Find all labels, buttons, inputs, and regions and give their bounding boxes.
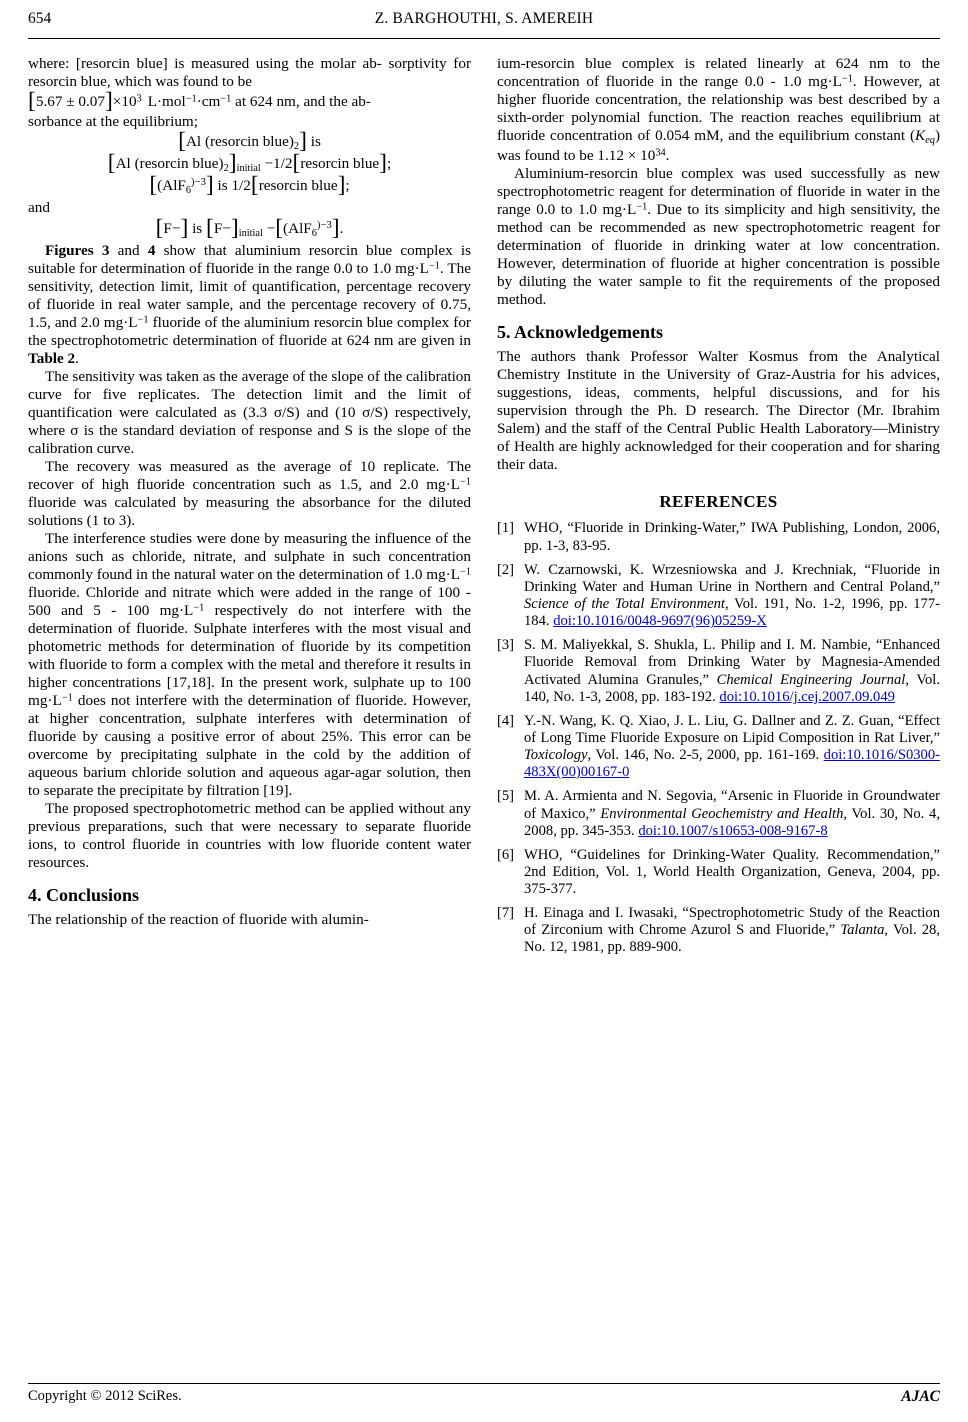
reference-item (497, 520, 940, 554)
superscript: −1 (841, 73, 853, 85)
equation-run: (AlF (157, 177, 186, 195)
reference-number: [1] (497, 520, 515, 537)
figure-reference: 4 (147, 241, 156, 259)
equation-run: Al (resorcin blue) (185, 133, 294, 151)
text-run: where: [resorcin blue] is measured using the molar ab- (28, 55, 382, 72)
text-run: fluoride of the aluminium resorcin blue complex for the spectrophotometric determination of fluoride at 624 nm are given in (28, 313, 471, 349)
formula-tail: at 624 nm, and the ab- (231, 93, 371, 111)
equation-run: ; (345, 177, 350, 195)
reference-text (524, 637, 940, 706)
equation-1: [Al (resorcin $blue)_2$] is (178, 128, 321, 155)
reference-text (524, 905, 940, 956)
superscript: −1 (460, 566, 471, 578)
reference-text (524, 788, 940, 839)
reference-journal-title: Toxicology (524, 747, 588, 764)
text-run: ) was found to be 1.12 × 10 (497, 127, 940, 165)
equation-run: F− (163, 219, 181, 237)
equation-subscript: 6 (185, 185, 192, 197)
reference-number: [3] (497, 637, 515, 654)
reference-run: , Vol. 28, No. 12, 1981, pp. 889-900. (524, 922, 940, 956)
equation-3: [(AlF$_6^{)-3}$] is 1/2[resorcin blue]; (149, 172, 350, 199)
equation-run: is 1/2 (213, 177, 251, 195)
paragraph-proposed-method: The proposed spectrophotometric method can be applied without any previous preparations, such that were necessary to separate fluoride ions, to control fluoride in countries with low fluoride content water resources. (28, 800, 471, 872)
text-run: The recovery was measured as the average of 10 replicate. The recover of high fluoride concentration such as 1.5, and 2.0 mg·L (28, 457, 471, 493)
equation-run: F− (213, 219, 231, 237)
equation-subscript: 2 (293, 140, 300, 152)
journal-abbrev: AJAC (901, 1388, 940, 1405)
superscript: −1 (61, 692, 73, 704)
reference-run: , Vol. 146, No. 2-5, 2000, pp. 161-169. (587, 747, 824, 764)
text-run: and (28, 199, 50, 217)
formula-units: L·mol (147, 93, 186, 111)
reference-text (524, 520, 940, 554)
equation-run: −1/2 (260, 155, 293, 173)
reference-item (497, 713, 940, 782)
equation-superscript: )−3 (316, 219, 332, 231)
symbol-keq-subscript: eq (925, 134, 935, 146)
equation-superscript: )−3 (191, 177, 206, 189)
text-run: sorptivity for resorcin blue, which was found to be (28, 55, 472, 91)
reference-number: [6] (497, 846, 515, 863)
paragraph-conclusions-body: The relationship of the reaction of fluoride with alumin- (28, 910, 369, 928)
formula-exponent: −1 (220, 93, 232, 105)
reference-number: [5] (497, 788, 515, 805)
equation-subscript: 6 (311, 227, 317, 239)
reference-text (524, 562, 940, 631)
equation-run: resorcin blue (258, 177, 338, 195)
paragraph-complex-used (497, 165, 940, 309)
paragraph-and (28, 199, 471, 217)
equation-run: is (188, 219, 207, 237)
superscript: −1 (137, 314, 149, 326)
page-footer (28, 1383, 940, 1406)
equation-run: (AlF (283, 219, 312, 237)
text-run: fluoride. Chloride and nitrate which were added in the range of 100 - 500 and 5 - 100 mg·L (28, 583, 471, 619)
reference-run: H. Einaga and I. Iwasaki, “Spectrophotometric Study of the Reaction of Zirconium with Chrome Azurol S and Fluoride,” (524, 905, 940, 939)
copyright-text: Copyright © 2012 SciRes. (28, 1388, 182, 1404)
left-column (28, 55, 471, 964)
text-run: . (75, 349, 79, 367)
reference-run: S. M. Maliyekkal, S. Shukla, L. Philip and I. M. Nambie, “Enhanced Fluoride Removal from Drinking Water by Magnesia-Amended Activated Alumina Granules,” (524, 637, 940, 688)
reference-run: , Vol. 140, No. 1-3, 2008, pp. 183-192. (524, 671, 940, 705)
equation-subscript: 2 (223, 163, 229, 175)
reference-item (497, 637, 940, 706)
equation-run: Al (resorcin blue) (115, 155, 224, 173)
running-head (28, 8, 940, 39)
text-run: . However, at higher fluoride concentration, the relationship was best described by a sixth-order polynomial function. The reaction reaches equilibrium at fluoride concentration of 0.054 mM, and the equilibrium constant ( (497, 73, 940, 145)
equation-run: ; (387, 155, 392, 173)
doi-link[interactable]: doi:10.1016/0048-9697(96)05259-X (553, 613, 767, 630)
document-page (0, 8, 968, 1422)
equation-run: is (306, 133, 321, 151)
equation-subscript: initial (238, 227, 263, 239)
running-head-authors: Z. BARGHOUTHI, S. AMEREIH (374, 10, 594, 27)
figure-reference: Figures 3 (45, 241, 110, 259)
reference-run: , Vol. 191, No. 1-2, 1996, pp. 177-184. (524, 595, 940, 630)
reference-item (497, 847, 940, 898)
reference-item (497, 905, 940, 956)
heading-conclusions: 4. Conclusions (28, 885, 140, 906)
text-run: sorbance at the equilibrium; (28, 113, 198, 131)
formula-units: ·cm (196, 93, 221, 111)
reference-text (524, 847, 940, 898)
reference-run: WHO, “Guidelines for Drinking-Water Quality. Recommendation,” 2nd Edition, Vol. 1, World Health Organization, Geneva, 2004, pp. 375-377. (524, 846, 940, 898)
text-run: . Due to its simplicity and high sensitivity, the method can be recommended as new spectrophotometric reagent for determination of fluoride in drinking water at low concentration. However, determination of fluoride at higher concentration is possible by diluting the water sample to fit the requirements of the proposed method. (497, 201, 940, 309)
reference-text (524, 713, 940, 782)
paragraph-sensitivity: The sensitivity was taken as the average of the slope of the calibration curve for five replicates. The detection limit and the limit of quantification were calculated as (3.3 σ/S) and (10 σ/S) respectively, where σ is the standard deviation of response and S is the slope of the calibration curve. (28, 367, 471, 457)
superscript: 34 (655, 147, 666, 159)
reference-run: M. A. Armienta and N. Segovia, “Arsenic in Fluoride in Groundwater of Maxico,” (524, 788, 940, 822)
text-run: The interference studies were done by measuring the influence of the anions such as chloride, nitrate, and sulphate in such concentration commonly found in the natural water on the determination of 1.0 mg·L (28, 529, 471, 583)
paragraph-conclusion-cont (497, 55, 940, 165)
paragraph-where (28, 55, 471, 91)
reference-journal-title: Science of the Total Environment (524, 595, 725, 612)
reference-item (497, 562, 940, 631)
text-run: show that aluminium resorcin blue complex is suitable for determination of fluoride in the range 0.0 to 1.0 mg·L (28, 241, 472, 277)
text-run: . (665, 147, 670, 165)
paragraph-recovery (28, 458, 471, 530)
equation-subscript: initial (236, 163, 261, 175)
doi-link[interactable]: doi:10.1016/j.cej.2007.09.049 (719, 688, 895, 705)
heading-references: REFERENCES (659, 492, 778, 512)
superscript: −1 (193, 602, 205, 614)
paragraph-figures (28, 242, 471, 368)
reference-number: [7] (497, 905, 515, 922)
reference-run: Y.-N. Wang, K. Q. Xiao, J. L. Liu, G. Dallner and Z. Z. Guan, “Effect of Long Time Fluoride Exposure on Lipid Composition in Rat Liver,” (524, 712, 940, 746)
equation-2: [Al (resorcin $blue)_2]_{initial}$ −1/2[resorcin blue]; (107, 150, 392, 177)
table-reference: Table 2 (28, 349, 76, 367)
reference-journal-title: Environmental Geochemistry and Health (600, 805, 844, 822)
text-run: fluoride was calculated by measuring the absorbance for the diluted solutions (1 to 3). (28, 493, 471, 529)
inline-formula-molar-absorptivity: $[5.67 \pm 0.07]\times 10^3$ $L\cdot mol^{-1}\cdot cm^{-1}$ at 624 nm, and the ab- (28, 88, 371, 115)
heading-acknowledgements: 5. Acknowledgements (497, 322, 663, 343)
paragraph-absorbance (28, 113, 471, 131)
page-number: 654 (28, 10, 52, 27)
reference-list (497, 520, 940, 956)
text-run: . The sensitivity, detection limit, limit of quantification, percentage recovery of fluoride in real water sample, and the percentage recovery of 0.75, 1.5, and 2.0 mg·L (28, 259, 472, 331)
paragraph-interference (28, 530, 471, 800)
reference-number: [2] (497, 561, 515, 578)
reference-journal-title: Chemical Engineering Journal (716, 671, 906, 688)
equation-run: resorcin blue (300, 155, 380, 173)
doi-link[interactable]: doi:10.1007/s10653-008-9167-8 (638, 822, 828, 839)
reference-number: [4] (497, 712, 515, 729)
text-run: and (109, 241, 148, 259)
formula-exponent: −1 (185, 93, 197, 105)
text-run: respectively do not interfere with the determination of fluoride. Sulphate interferes with the most visual and photometric methods for determination of fluoride by its competition with fluoride to form a complex with the metal and therefore it results in higher concentrations [17,18]. In the present work, sulphate up to 100 mg·L (28, 601, 471, 710)
reference-run: W. Czarnowski, K. Wrzesniowska and J. Krechniak, “Fluoride in Drinking Water and Human Urine in Northern and Central Poland,” (524, 561, 940, 595)
text-run: Aluminium-resorcin blue complex was used successfully as new spectrophotometric reagent for determination of fluoride in water in the range 0.0 to 1.0 mg·L (497, 165, 940, 219)
reference-run: WHO, “Fluoride in Drinking-Water,” IWA Publishing, London, 2006, pp. 1-3, 83-95. (524, 520, 940, 554)
reference-journal-title: Talanta (840, 922, 885, 939)
superscript: −1 (460, 476, 471, 488)
equation-run: − (262, 219, 276, 237)
symbol-keq: K (915, 127, 926, 145)
text-run: ium-resorcin blue complex is related linearly at 624 nm to the concentration of fluoride in the range 0.0 - 1.0 mg·L (497, 55, 940, 91)
text-run: does not interfere with the determination of fluoride. However, at higher concentration, sulphate interferes with determination of fluoride by causing a positive error of about 25%. This error can be overcome by precipitating sulphate in the cold by the addition of aqueous barium chloride solution and aqueous agar-agar solution, then to separate the precipitate by filtration [19]. (28, 692, 471, 800)
doi-link[interactable]: doi:10.1016/S0300-483X(00)00167-0 (524, 747, 940, 781)
formula-run: ×10 (112, 93, 137, 111)
superscript: −1 (636, 201, 648, 213)
two-column-body (28, 55, 940, 964)
reference-run: , Vol. 30, No. 4, 2008, pp. 345-353. (524, 805, 940, 839)
right-column (497, 55, 940, 964)
reference-item (497, 788, 940, 839)
paragraph-acknowledgements: The authors thank Professor Walter Kosmus from the Analytical Chemistry Institute in the University of Graz-Austria for his advices, suggestions, ideas, comments, helpful discussions, and for his supervision through the Ph. D research. The Director (Mr. Ibrahim Salem) and the staff of the Central Public Health Laboratory—Ministry of Health are highly acknowledged for their cooperation and for sharing their data. (497, 348, 940, 474)
equation-run: . (339, 219, 344, 237)
formula-value: 5.67 ± 0.07 (35, 93, 105, 111)
formula-exponent: 3 (136, 93, 142, 105)
superscript: −1 (428, 260, 440, 272)
equation-4: [F−] is $[F-]_{initial} -[(AlF_6^{)-3}]$. (155, 214, 344, 241)
